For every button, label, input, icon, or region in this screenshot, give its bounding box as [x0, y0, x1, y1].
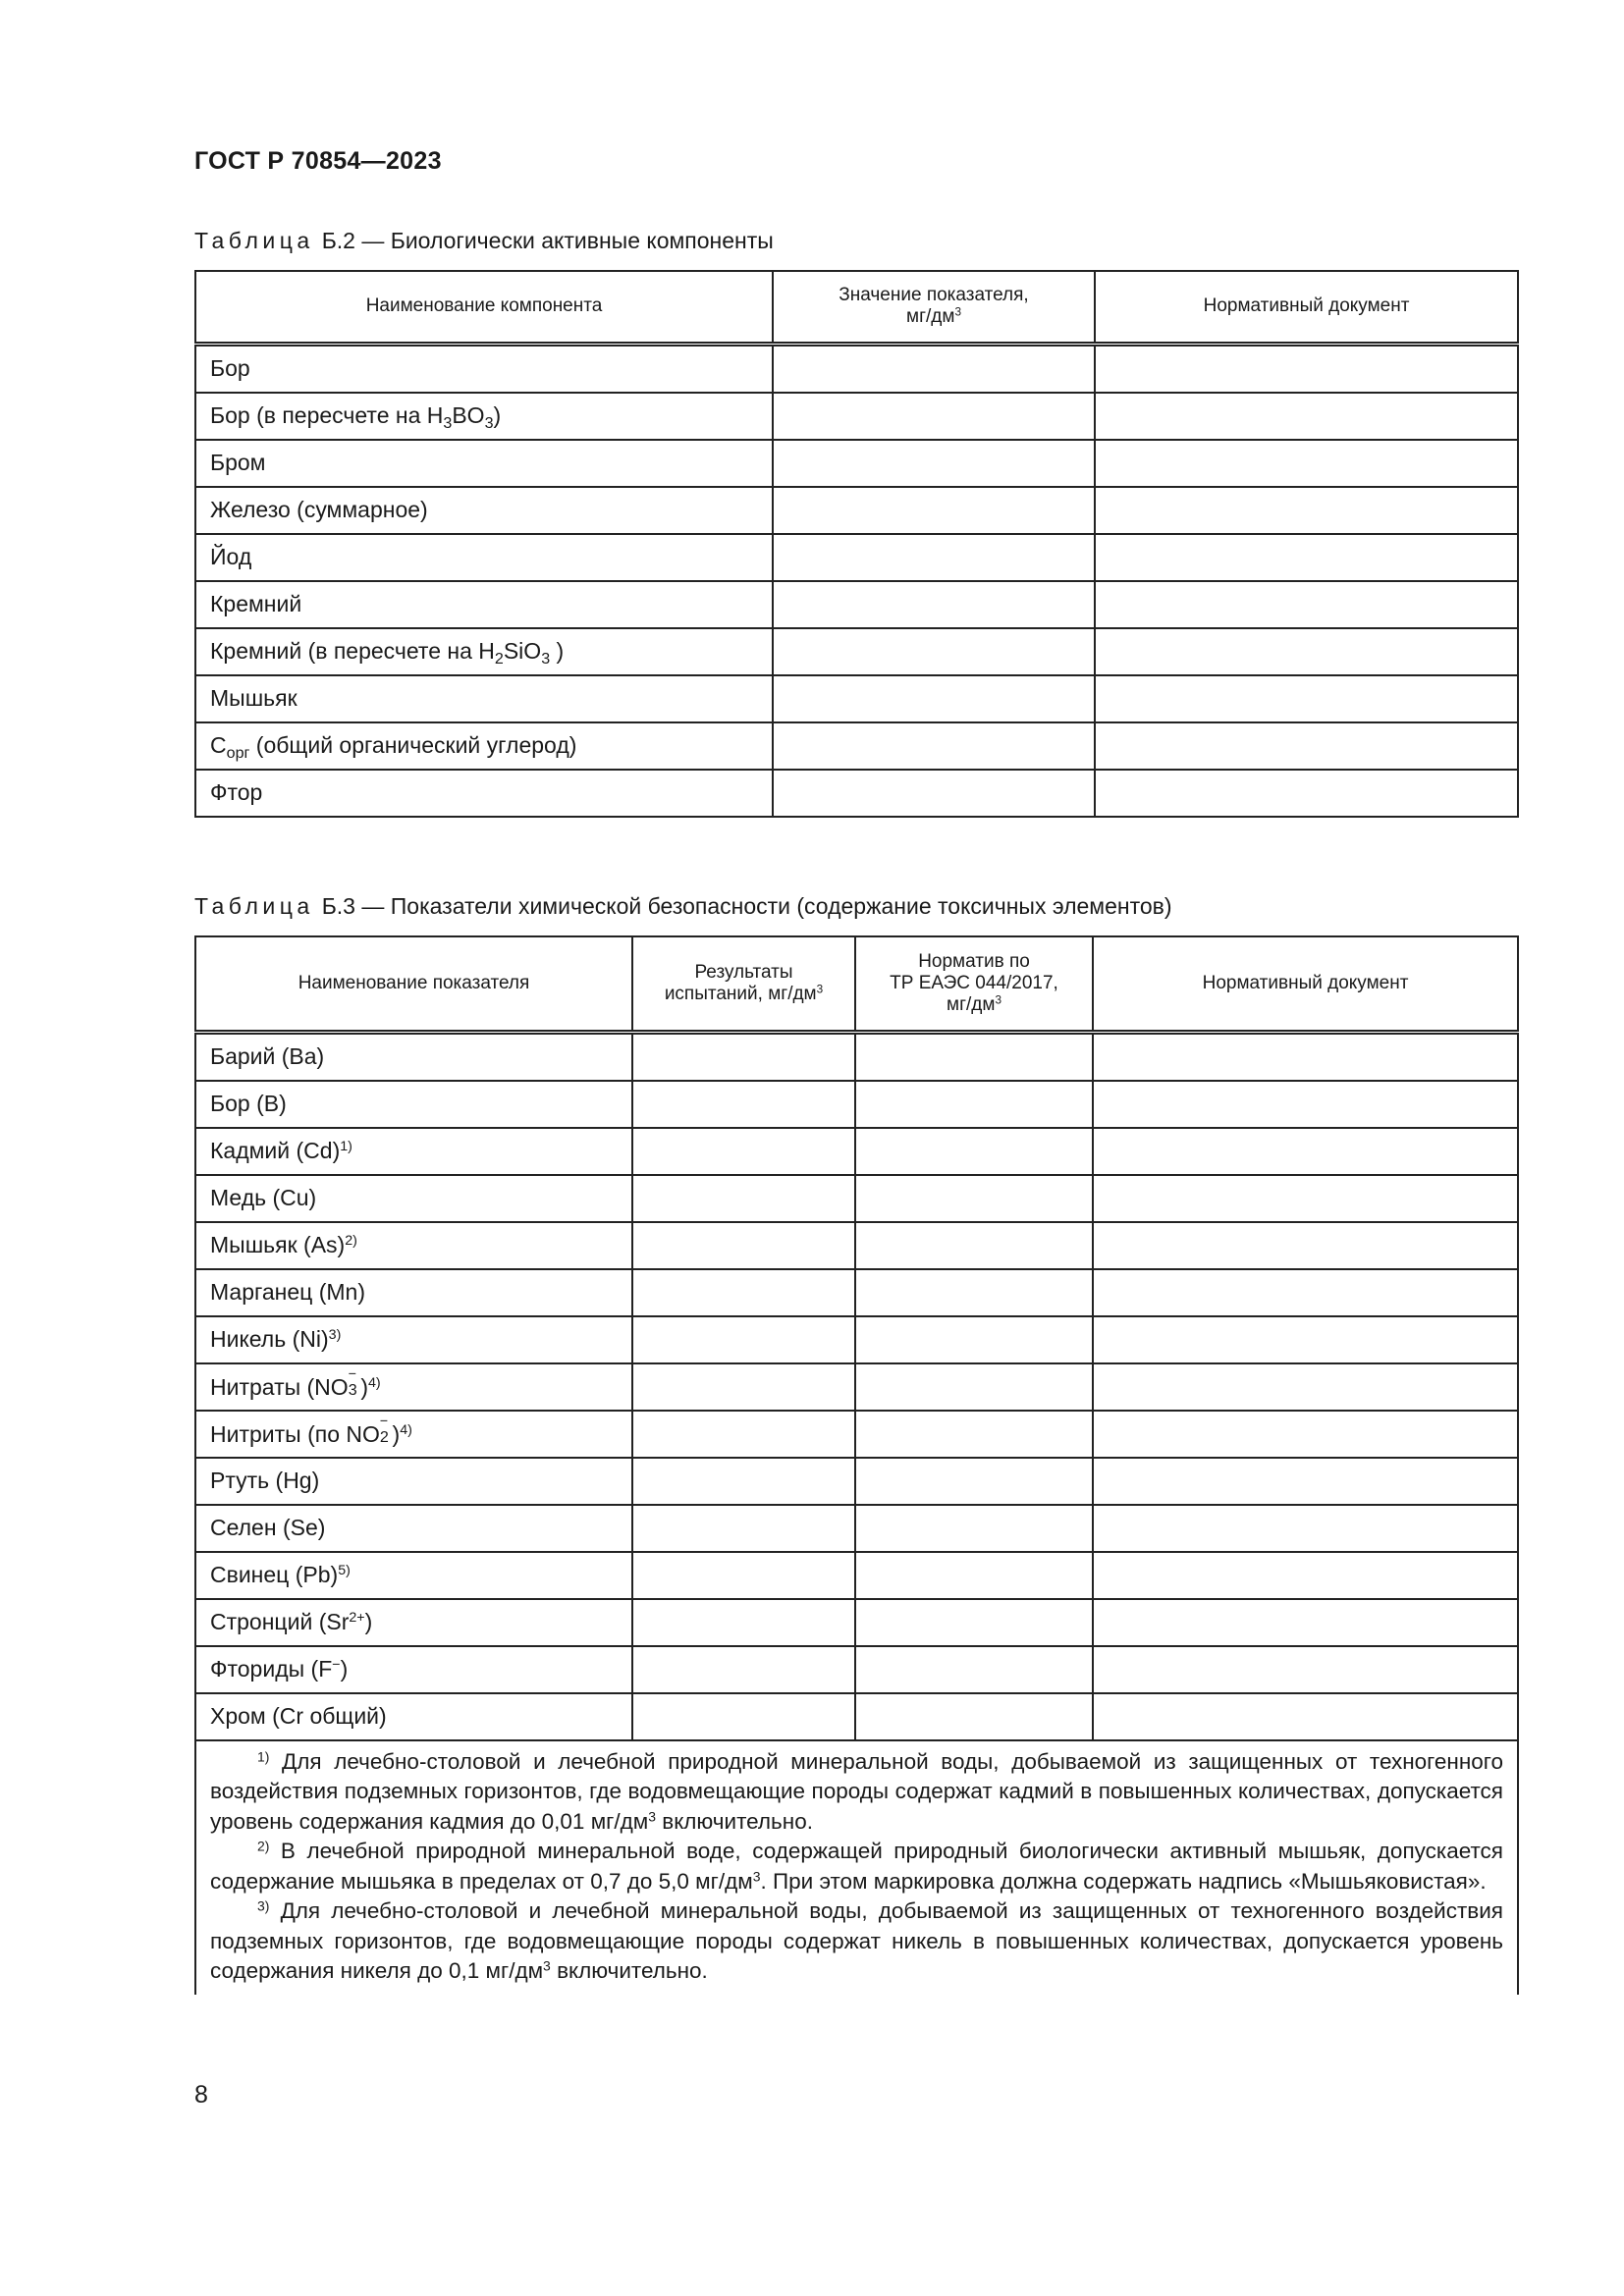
footnote-1: $^{1)}$ Для лечебно-столовой и лечебной природной минеральной воды, добываемой из защищенных от техногенного воздействия подземных горизонтов, где водовмещающие породы содержат кадмий в повышенных количествах, допускается уровень содержания кадмия до 0,01 $мг/дм^3$ включительно. [210, 1747, 1503, 1834]
table-row [195, 1363, 1518, 1411]
table-row [195, 1646, 1518, 1693]
table-row [195, 1081, 1518, 1128]
page-number: 8 [194, 2081, 208, 2109]
component-name: Бор (в пересчете на $H_3BO_3$) [195, 393, 773, 440]
table-row [195, 1693, 1518, 1740]
indicator-name: Никель $(Ni)^{3)}$ [195, 1316, 632, 1363]
table-b3-header-document: Нормативный документ [1093, 936, 1518, 1032]
table-b2-title: Б.2 — Биологически активные компоненты [321, 228, 774, 253]
table-b2-caption [194, 228, 774, 254]
footnote-ref: 5) [338, 1563, 351, 1579]
indicator-name: Селен (Se) [195, 1505, 632, 1552]
table-b3-header-norm: Норматив по ТР ЕАЭС 044/2017, $мг/дм^3$ [855, 936, 1093, 1032]
footnote-3: $^{3)}$ Для лечебно-столовой и лечебной минеральной воды, добываемой из защищенных от техногенного воздействия подземных горизонтов, где водовмещающие породы содержат никель в повышенных количествах, допускается уровень содержания никеля до 0,1 $мг/дм^3$ включительно. [210, 1897, 1503, 1983]
table-row [195, 440, 1518, 487]
table-row [195, 1032, 1518, 1081]
table-b2 [194, 270, 1519, 818]
footnote-ref: 4) [400, 1422, 412, 1439]
footnote-ref: 2) [345, 1233, 357, 1250]
table-b3-header-name: Наименование показателя [195, 936, 632, 1032]
table-row [195, 581, 1518, 628]
table-row [195, 393, 1518, 440]
table-b3-title: Б.3 — Показатели химической безопасности (содержание токсичных элементов) [321, 893, 1172, 919]
footnote-ref: 4) [368, 1375, 381, 1392]
table-b2-header-value: Значение показателя, $мг/дм^3$ [773, 271, 1095, 344]
indicator-name: Нитраты (NO − 3 )$^{4)}$ [195, 1363, 632, 1411]
component-name: Бор [195, 344, 773, 393]
table-b2-header-document: Нормативный документ [1095, 271, 1518, 344]
indicator-name: Фториды (F−) [195, 1646, 632, 1693]
table-row [195, 1411, 1518, 1458]
indicator-name: Мышьяк $(As)^{2)}$ [195, 1222, 632, 1269]
table-row [195, 1552, 1518, 1599]
table-row [195, 722, 1518, 770]
indicator-name: Кадмий $(Cd)^{1)}$ [195, 1128, 632, 1175]
table-row [195, 534, 1518, 581]
table-row [195, 1316, 1518, 1363]
component-name: $C_{орг}$ (общий органический углерод) [195, 722, 773, 770]
table-b2-label: Таблица [194, 228, 314, 253]
component-name: Фтор [195, 770, 773, 817]
table-row [195, 487, 1518, 534]
footnote-ref: 3) [328, 1327, 342, 1344]
table-row [195, 1269, 1518, 1316]
table-row [195, 628, 1518, 675]
footnote-ref: 1) [340, 1139, 352, 1155]
indicator-name: Бор (B) [195, 1081, 632, 1128]
table-b3-caption [194, 893, 1172, 920]
table-footnotes [195, 1740, 1518, 1995]
table-row [195, 770, 1518, 817]
table-row [195, 675, 1518, 722]
indicator-name: Медь (Cu) [195, 1175, 632, 1222]
component-name: Мышьяк [195, 675, 773, 722]
indicator-name: Хром (Cr общий) [195, 1693, 632, 1740]
indicator-name: Барий (Ba) [195, 1032, 632, 1081]
component-name: Бром [195, 440, 773, 487]
table-row [195, 1505, 1518, 1552]
table-row [195, 344, 1518, 393]
table-row [195, 1458, 1518, 1505]
table-b3-label: Таблица [194, 893, 314, 919]
document-code: ГОСТ Р 70854—2023 [194, 147, 442, 175]
indicator-name: Ртуть (Hg) [195, 1458, 632, 1505]
footnotes-row [195, 1740, 1518, 1995]
indicator-name: Стронций $(Sr^{2+})$ [195, 1599, 632, 1646]
table-row [195, 1222, 1518, 1269]
table-row [195, 1128, 1518, 1175]
table-row [195, 1599, 1518, 1646]
indicator-name: Свинец $(Pb)^{5)}$ [195, 1552, 632, 1599]
table-b2-header-name: Наименование компонента [195, 271, 773, 344]
table-b3 [194, 935, 1519, 1995]
component-name: Кремний [195, 581, 773, 628]
component-name: Йод [195, 534, 773, 581]
table-row [195, 1175, 1518, 1222]
indicator-name: Марганец (Mn) [195, 1269, 632, 1316]
component-name: Кремний (в пересчете на $H_2SiO_3$ ) [195, 628, 773, 675]
table-b3-header-results: Результаты испытаний, $мг/дм^3$ [632, 936, 855, 1032]
indicator-name: Нитриты (по NO − 2 )$^{4)}$ [195, 1411, 632, 1458]
footnote-2: $^{2)}$ В лечебной природной минеральной воде, содержащей природный биологически активный мышьяк, допускается содержание мышьяка в пределах от 0,7 до 5,0 $мг/дм^3$. При этом маркировка должна содержать надпись «Мышьяковистая». [210, 1838, 1503, 1894]
component-name: Железо (суммарное) [195, 487, 773, 534]
